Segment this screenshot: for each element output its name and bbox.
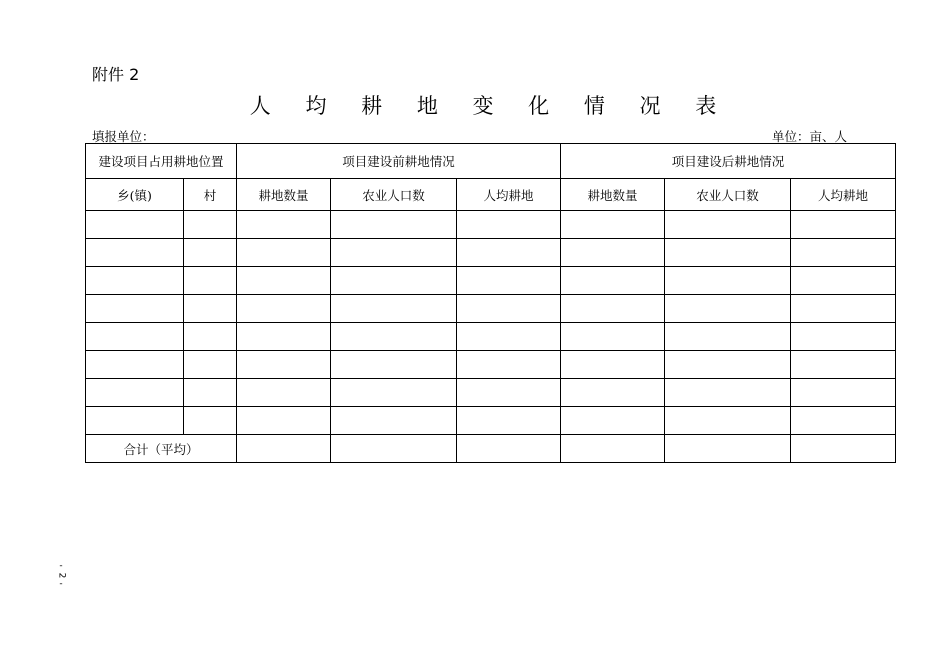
table-cell[interactable]: [791, 407, 896, 435]
table-cell[interactable]: [86, 295, 184, 323]
page-number: [56, 562, 66, 589]
table-cell[interactable]: [184, 211, 237, 239]
table-cell[interactable]: [86, 323, 184, 351]
table-cell[interactable]: [184, 267, 237, 295]
table-cell[interactable]: [457, 351, 561, 379]
fill-unit-label: 填报单位：: [92, 129, 155, 144]
table-cell[interactable]: [331, 323, 457, 351]
table-cell[interactable]: [331, 267, 457, 295]
table-cell[interactable]: [561, 407, 665, 435]
col-after-per-capita: 人均耕地: [791, 179, 896, 211]
table-group-header-row: [86, 144, 896, 179]
header-before: 项目建设前耕地情况: [237, 144, 561, 179]
table-cell[interactable]: [791, 379, 896, 407]
table-cell[interactable]: [457, 379, 561, 407]
table-cell[interactable]: [561, 267, 665, 295]
col-before-population: 农业人口数: [331, 179, 457, 211]
table-cell[interactable]: [237, 239, 331, 267]
table-cell[interactable]: [237, 295, 331, 323]
table-cell[interactable]: [331, 379, 457, 407]
table-cell[interactable]: [331, 351, 457, 379]
table-cell[interactable]: [665, 435, 791, 463]
table-cell[interactable]: [86, 379, 184, 407]
table-cell[interactable]: [791, 295, 896, 323]
table-cell[interactable]: [86, 267, 184, 295]
table-cell[interactable]: [237, 211, 331, 239]
table-cell[interactable]: [457, 407, 561, 435]
table-cell[interactable]: [791, 211, 896, 239]
page-dash-top: -: [59, 561, 63, 571]
table-row: [86, 407, 896, 435]
table-cell[interactable]: [457, 295, 561, 323]
table-cell[interactable]: [86, 239, 184, 267]
table-cell[interactable]: [86, 407, 184, 435]
table-cell[interactable]: [331, 295, 457, 323]
page-dash-bottom: -: [59, 579, 63, 589]
col-township: 乡(镇): [86, 179, 184, 211]
table-cell[interactable]: [665, 267, 791, 295]
col-after-land: 耕地数量: [561, 179, 665, 211]
table-cell[interactable]: [561, 295, 665, 323]
table-cell[interactable]: [665, 351, 791, 379]
table-cell[interactable]: [331, 239, 457, 267]
table-row: [86, 267, 896, 295]
table-cell[interactable]: [665, 211, 791, 239]
page-title: 人 均 耕 地 变 化 情 况 表: [249, 94, 731, 118]
table-cell[interactable]: [184, 323, 237, 351]
col-village: 村: [184, 179, 237, 211]
header-after: 项目建设后耕地情况: [561, 144, 896, 179]
table-cell[interactable]: [457, 239, 561, 267]
table-cell[interactable]: [457, 435, 561, 463]
unit-label: 单位：亩、人: [772, 129, 848, 144]
total-label: 合计（平均）: [86, 435, 237, 463]
table-cell[interactable]: [457, 267, 561, 295]
table-cell[interactable]: [237, 351, 331, 379]
col-before-land: 耕地数量: [237, 179, 331, 211]
table-cell[interactable]: [331, 407, 457, 435]
table-cell[interactable]: [457, 211, 561, 239]
table-cell[interactable]: [184, 295, 237, 323]
table-row: [86, 379, 896, 407]
table-cell[interactable]: [665, 239, 791, 267]
table-cell[interactable]: [237, 435, 331, 463]
table-row: [86, 351, 896, 379]
table-cell[interactable]: [791, 435, 896, 463]
table-cell[interactable]: [791, 351, 896, 379]
table-cell[interactable]: [237, 407, 331, 435]
table-cell[interactable]: [665, 407, 791, 435]
table-cell[interactable]: [791, 323, 896, 351]
table-row: [86, 295, 896, 323]
table-cell[interactable]: [237, 379, 331, 407]
table-cell[interactable]: [184, 379, 237, 407]
annex-label: 附件 2: [92, 65, 140, 84]
table-cell[interactable]: [561, 211, 665, 239]
table-cell[interactable]: [237, 267, 331, 295]
table-cell[interactable]: [184, 407, 237, 435]
table-cell[interactable]: [237, 323, 331, 351]
table-cell[interactable]: [665, 379, 791, 407]
page-number-value: 2: [56, 572, 67, 579]
table-cell[interactable]: [665, 323, 791, 351]
table-cell[interactable]: [561, 351, 665, 379]
table-column-header-row: [86, 179, 896, 211]
table-cell[interactable]: [561, 379, 665, 407]
table-cell[interactable]: [184, 239, 237, 267]
header-location: 建设项目占用耕地位置: [86, 144, 237, 179]
table-cell[interactable]: [184, 351, 237, 379]
table-cell[interactable]: [561, 323, 665, 351]
table-cell[interactable]: [561, 239, 665, 267]
table-row: [86, 323, 896, 351]
table-cell[interactable]: [331, 435, 457, 463]
table-cell[interactable]: [665, 295, 791, 323]
table-cell[interactable]: [791, 239, 896, 267]
col-after-population: 农业人口数: [665, 179, 791, 211]
table-cell[interactable]: [86, 351, 184, 379]
farmland-change-table: [85, 143, 896, 463]
table-cell[interactable]: [791, 267, 896, 295]
table-cell[interactable]: [86, 211, 184, 239]
table-row: [86, 211, 896, 239]
table-total-row: [86, 435, 896, 463]
col-before-per-capita: 人均耕地: [457, 179, 561, 211]
table-cell[interactable]: [331, 211, 457, 239]
table-cell[interactable]: [561, 435, 665, 463]
table-cell[interactable]: [457, 323, 561, 351]
table-row: [86, 239, 896, 267]
